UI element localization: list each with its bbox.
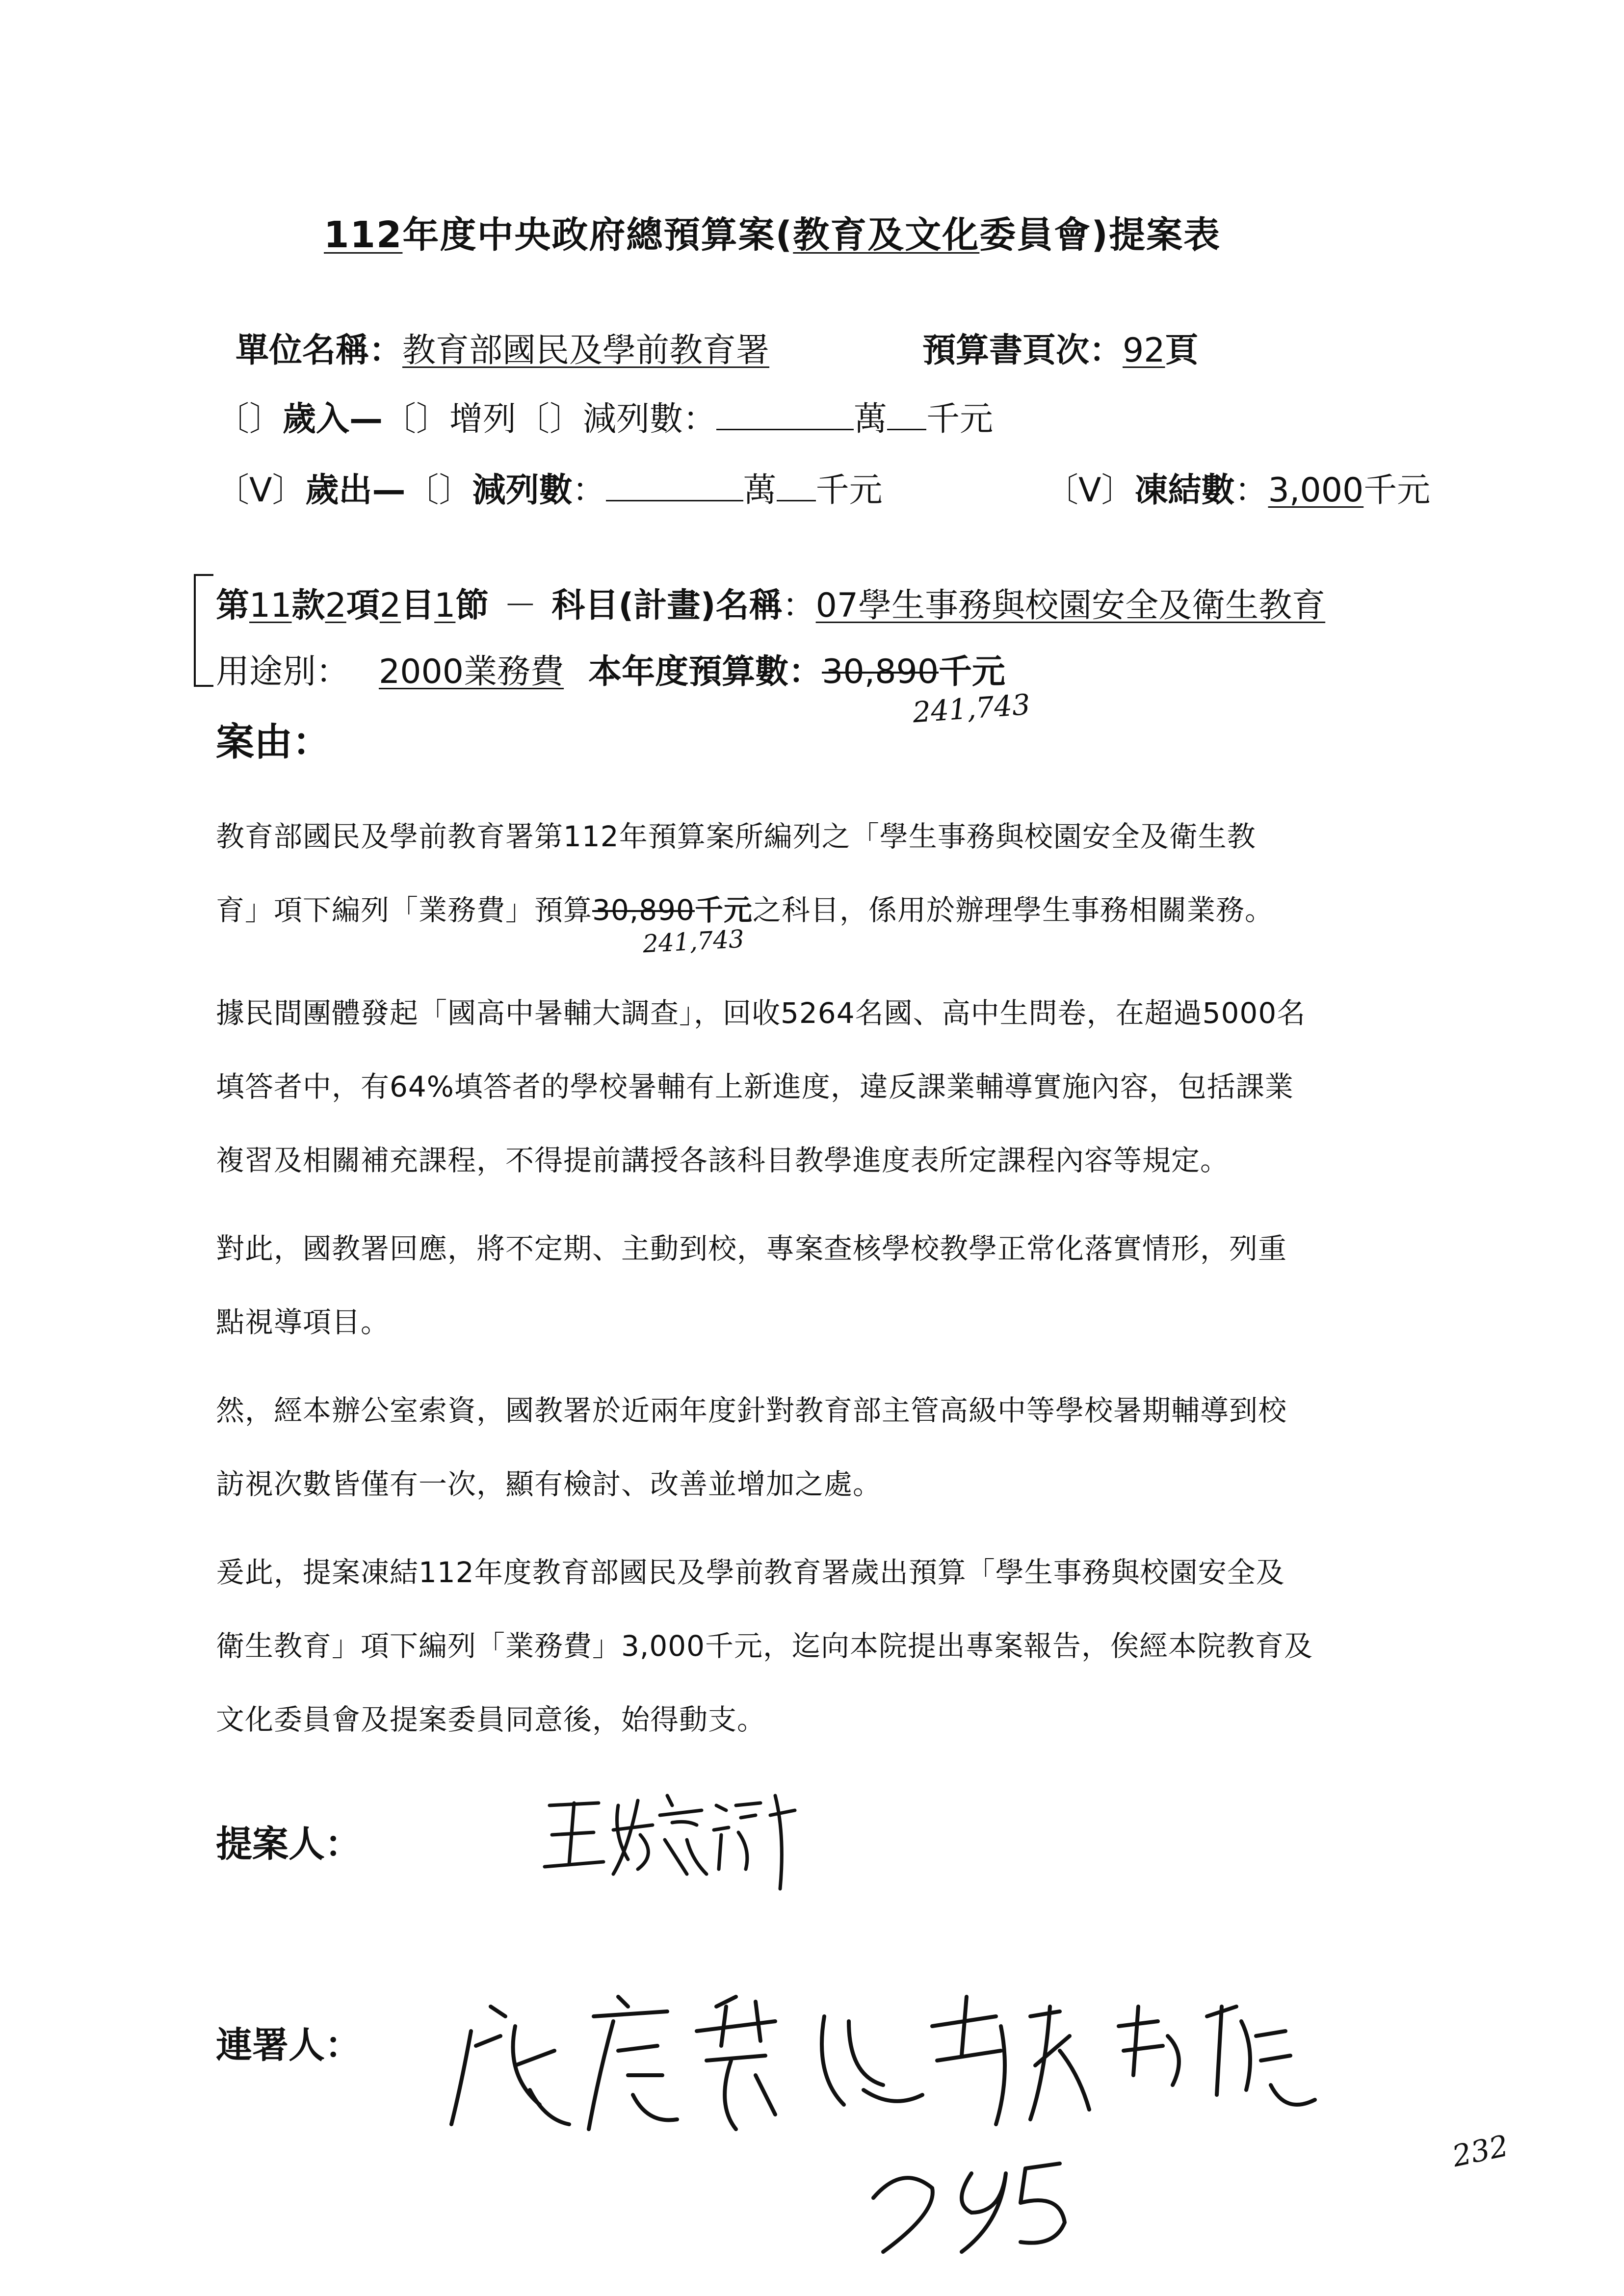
title-year: 112 [324, 214, 403, 256]
budget-page-row [922, 324, 1199, 371]
title-prefix: 年度中央政府總預算案( [402, 214, 793, 256]
budget-correction-handwritten: 241,743 [911, 687, 1031, 730]
subject-bracket [194, 574, 196, 687]
expense-colon: ： [572, 471, 606, 510]
use-row [216, 645, 1005, 693]
page-mark-handwritten: 232 [1449, 2128, 1512, 2174]
revenue-options: 〔〕增列〔〕減列數： [383, 400, 717, 439]
subject-dash: － [503, 586, 537, 625]
subject-xiang: 項 [346, 586, 380, 625]
paragraph-5-line-1: 爰此，提案凍結112年度教育部國民及學前教育署歲出預算「學生事務與校園安全及 [216, 1556, 1285, 1589]
subject-mu: 目 [401, 586, 435, 625]
subject-row [216, 579, 1325, 626]
budget-page-unit: 頁 [1165, 331, 1199, 370]
p1-budget-unit: 千元 [694, 893, 753, 927]
freeze-row [1045, 464, 1430, 511]
unit-value: 教育部國民及學前教育署 [402, 331, 770, 370]
freeze-unit: 千元 [1363, 471, 1431, 510]
reason-label: 案由： [216, 720, 331, 764]
p1-line2-c: 之科目，係用於辦理學生事務相關業務。 [752, 893, 1274, 927]
subject-kuan-no: 11 [249, 586, 292, 625]
expense-opt-label: 減列數 [472, 471, 573, 510]
p1-budget-struck: 30,890 [592, 893, 695, 927]
paragraph-1-line-2 [216, 873, 1274, 947]
revenue-wan: 萬 [854, 400, 888, 439]
title-committee: 教育及文化 [793, 214, 980, 256]
subject-jie: 節 [455, 586, 489, 625]
unit-label: 單位名稱： [236, 331, 403, 370]
budget-page-value: 92 [1123, 331, 1165, 370]
subject-name-label: 科目(計畫)名稱 [551, 586, 783, 625]
cosigner-label: 連署人： [216, 2024, 361, 2066]
expense-check: 〔V〕 [216, 471, 306, 510]
revenue-label: 歲入— [283, 400, 383, 439]
unit-row [236, 324, 769, 371]
expense-qian-blank [777, 470, 816, 501]
p1-correction-handwritten: 241,743 [642, 924, 745, 959]
subject-xiang-no: 2 [325, 586, 346, 625]
paragraph-5-line-2: 衛生教育」項下編列「業務費」3,000千元，迄向本院提出專案報告，俟經本院教育及 [216, 1629, 1313, 1663]
paragraph-4-line-2: 訪視次數皆僅有一次，顯有檢討、改善並增加之處。 [216, 1467, 882, 1501]
paragraph-3-line-1: 對此，國教署回應，將不定期、主動到校，專案查核學校教學正常化落實情形，列重 [216, 1232, 1287, 1265]
p1-line2-a: 育」項下編列「業務費」預算 [216, 893, 593, 927]
proposer-signature [540, 1776, 805, 1894]
subject-bracket-bottom [194, 685, 213, 687]
subject-jie-no: 1 [434, 586, 456, 625]
expense-label: 歲出— [305, 471, 406, 510]
budget-page-label: 預算書頁次： [922, 331, 1123, 370]
paragraph-4-line-1: 然，經本辦公室索資，國教署於近兩年度針對教育部主管高級中等學校暑期輔導到校 [216, 1394, 1287, 1427]
cosigner-signatures [442, 1977, 1482, 2252]
expense-wan: 萬 [743, 471, 777, 510]
paragraph-2-line-2: 填答者中，有64%填答者的學校暑輔有上新進度，違反課業輔導實施內容，包括課業 [216, 1070, 1294, 1103]
revenue-row [216, 392, 993, 440]
use-value: 2000業務費 [379, 652, 564, 691]
revenue-check: 〔〕 [216, 400, 283, 439]
paragraph-2-line-1: 據民間團體發起「國高中暑輔大調查」，回收5264名國、高中生問卷，在超過5000名 [216, 996, 1306, 1030]
expense-qian: 千元 [815, 471, 883, 510]
budget-unit: 千元 [939, 652, 1006, 691]
budget-label: 本年度預算數： [588, 652, 822, 691]
revenue-qian-blank [887, 399, 926, 430]
paragraph-3-line-2: 點視導項目。 [216, 1305, 390, 1339]
budget-value-struck: 30,890 [822, 652, 939, 691]
paragraph-1-line-1: 教育部國民及學前教育署第112年預算案所編列之「學生事務與校園安全及衛生教 [216, 820, 1256, 853]
subject-mu-no: 2 [379, 586, 401, 625]
subject-colon: ： [782, 586, 816, 625]
paragraph-5-line-3: 文化委員會及提案委員同意後，始得動支。 [216, 1703, 766, 1736]
freeze-colon: ： [1234, 471, 1268, 510]
subject-kuan: 款 [291, 586, 325, 625]
page-title [324, 206, 1221, 258]
title-suffix: 委員會)提案表 [979, 214, 1221, 256]
expense-opt-check: 〔〕 [405, 471, 472, 510]
subject-name-value: 07學生事務與校園安全及衛生教育 [815, 586, 1326, 625]
expense-row [216, 464, 883, 511]
revenue-qian: 千元 [926, 400, 994, 439]
use-label: 用途別： [216, 652, 350, 691]
freeze-check: 〔V〕 [1045, 471, 1135, 510]
freeze-value: 3,000 [1268, 471, 1364, 510]
expense-wan-blank [606, 470, 743, 501]
subject-bracket-top [194, 574, 213, 576]
revenue-wan-blank [716, 399, 854, 430]
freeze-label: 凍結數 [1134, 471, 1235, 510]
paragraph-2-line-3: 複習及相關補充課程，不得提前講授各該科目教學進度表所定課程內容等規定。 [216, 1144, 1230, 1177]
proposer-label: 提案人： [216, 1823, 361, 1865]
subject-di: 第 [216, 586, 250, 625]
